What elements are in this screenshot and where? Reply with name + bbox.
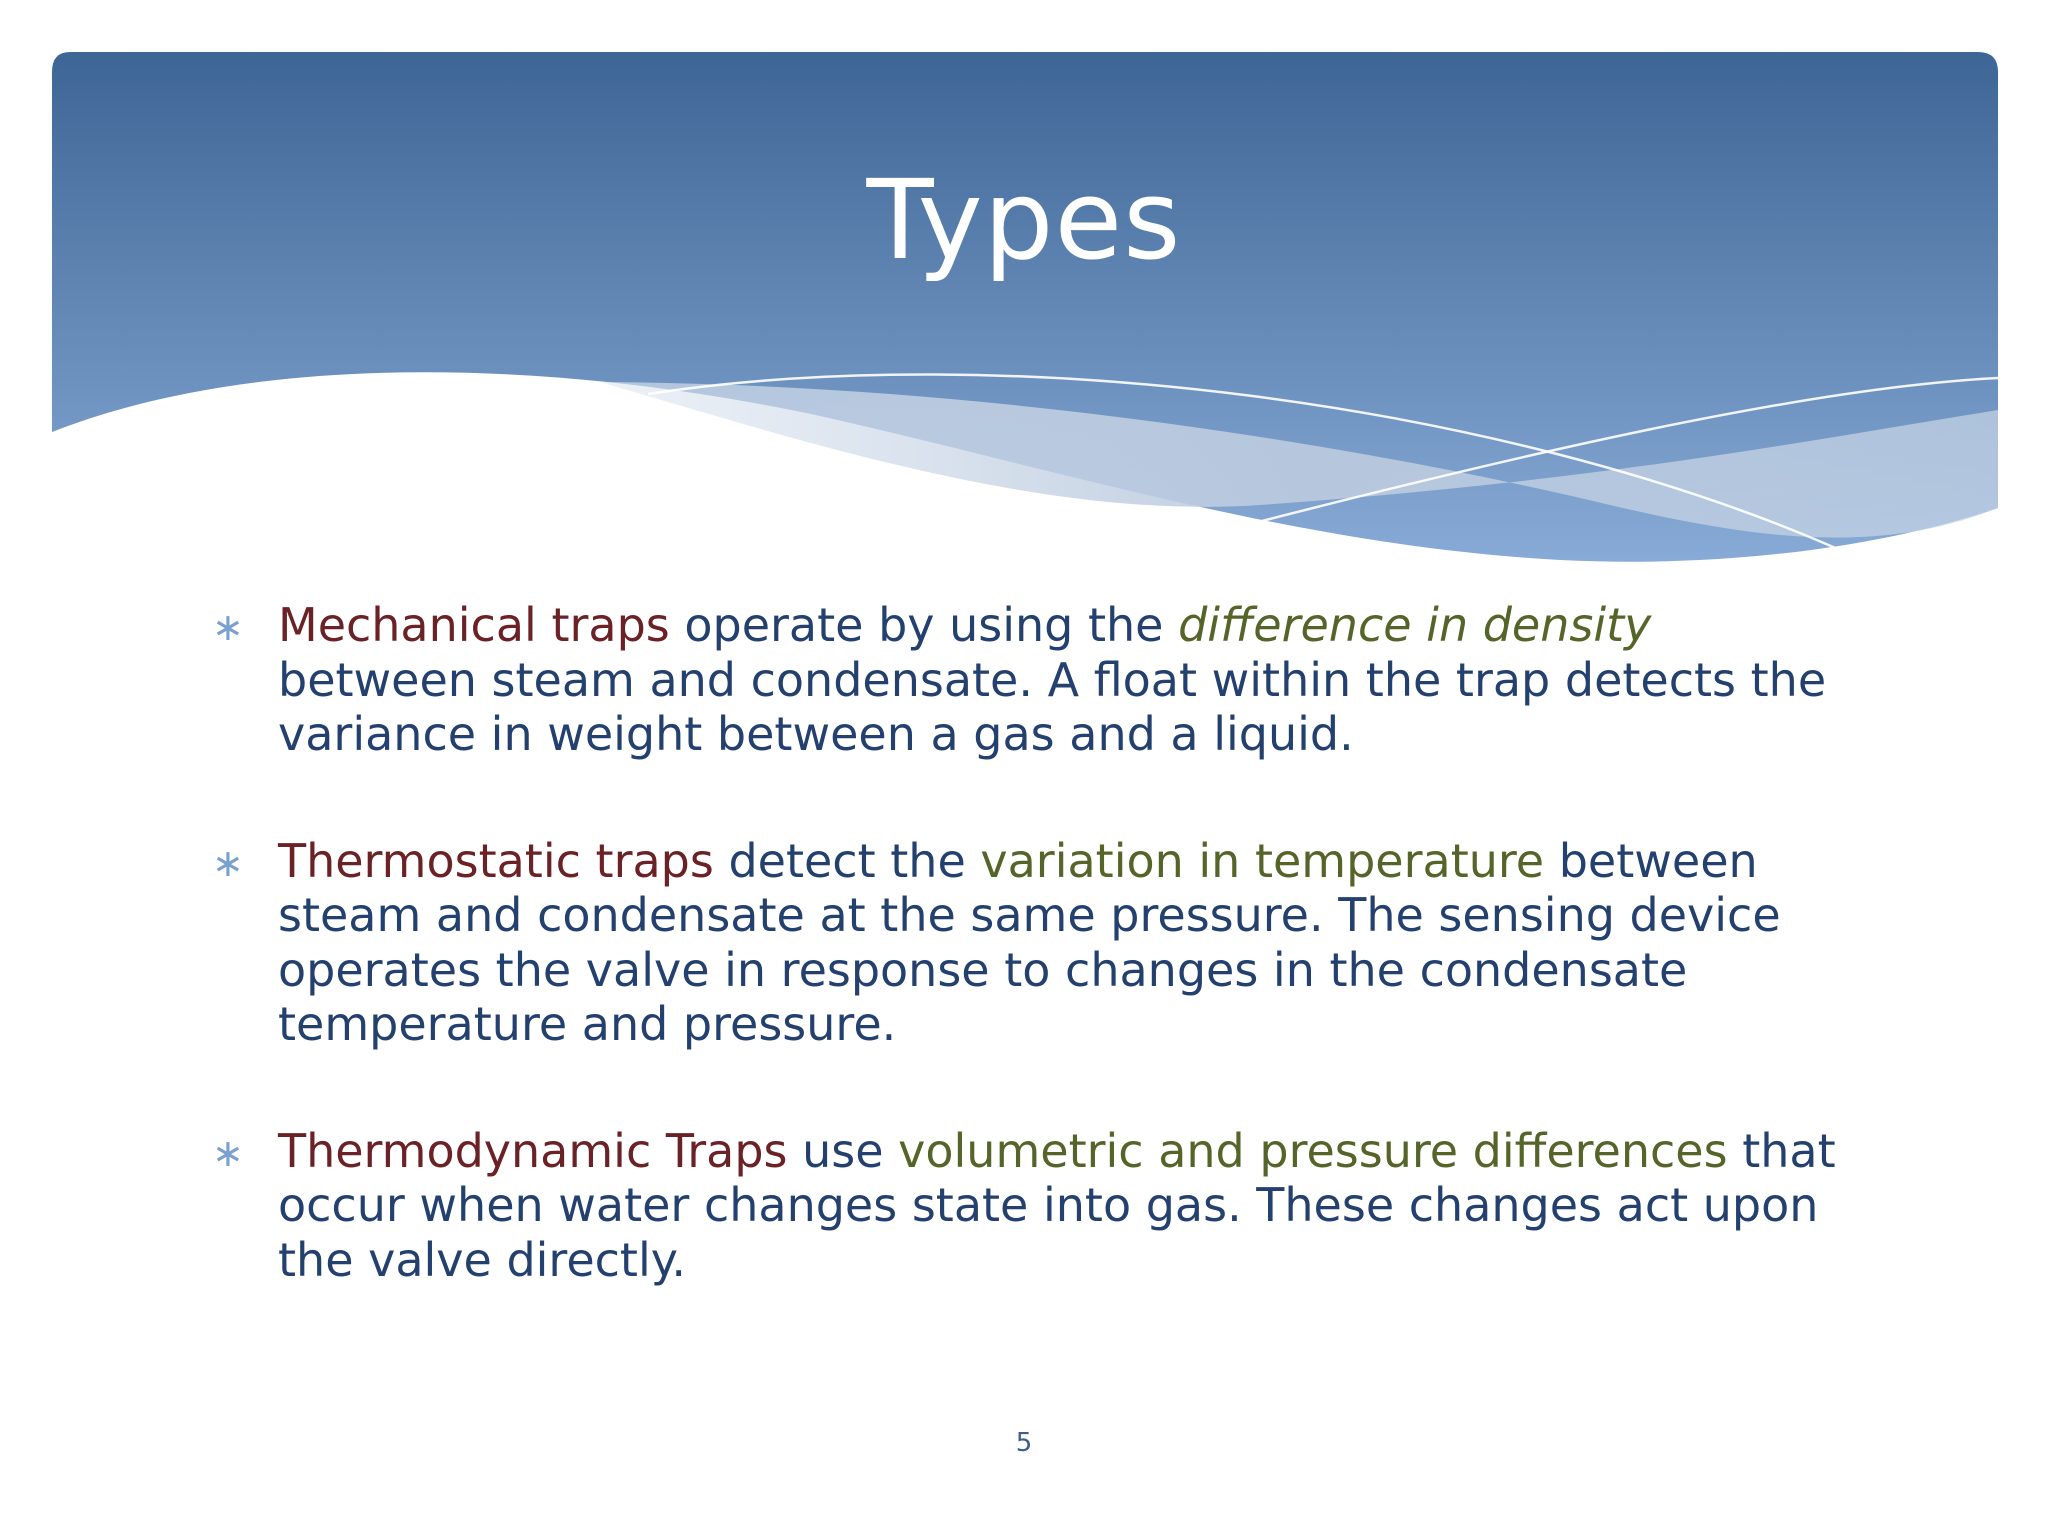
asterisk-icon: ∗ xyxy=(212,1130,244,1175)
asterisk-icon: ∗ xyxy=(212,605,244,649)
bullet-highlight: volumetric and pressure differences xyxy=(898,1123,1728,1178)
bullet-text: use xyxy=(787,1123,899,1178)
bullet-term: Thermostatic traps xyxy=(278,833,714,888)
bullet-term: Thermodynamic Traps xyxy=(278,1123,788,1178)
slide-title: Types xyxy=(866,156,1182,284)
bullet-highlight: difference in density xyxy=(1178,598,1652,652)
bullet-text: between steam and condensate at the same pressure. The sensing device operates the valve in response to changes in the condensate temperature and pressure. xyxy=(278,833,1781,1051)
bullet-text: that occur when water changes state into gas. These changes act upon the valve directly. xyxy=(278,1123,1836,1287)
bullet-text: between steam and condensate. A float within the trap detects the variance in weight between a gas and a liquid. xyxy=(278,652,1827,761)
bullet-highlight: variation in temperature xyxy=(980,833,1545,888)
page-number: 5 xyxy=(1015,1428,1033,1458)
bullet-thermodynamic-traps xyxy=(212,1124,1852,1288)
bullet-thermostatic-traps xyxy=(212,834,1852,1052)
bullet-list xyxy=(212,598,1852,1359)
bullet-mechanical-traps xyxy=(212,598,1852,762)
bullet-text: operate by using the xyxy=(669,598,1179,652)
bullet-text: detect the xyxy=(713,833,981,888)
asterisk-icon: ∗ xyxy=(212,840,244,885)
bullet-term: Mechanical traps xyxy=(278,598,670,652)
header-banner xyxy=(0,0,2048,600)
